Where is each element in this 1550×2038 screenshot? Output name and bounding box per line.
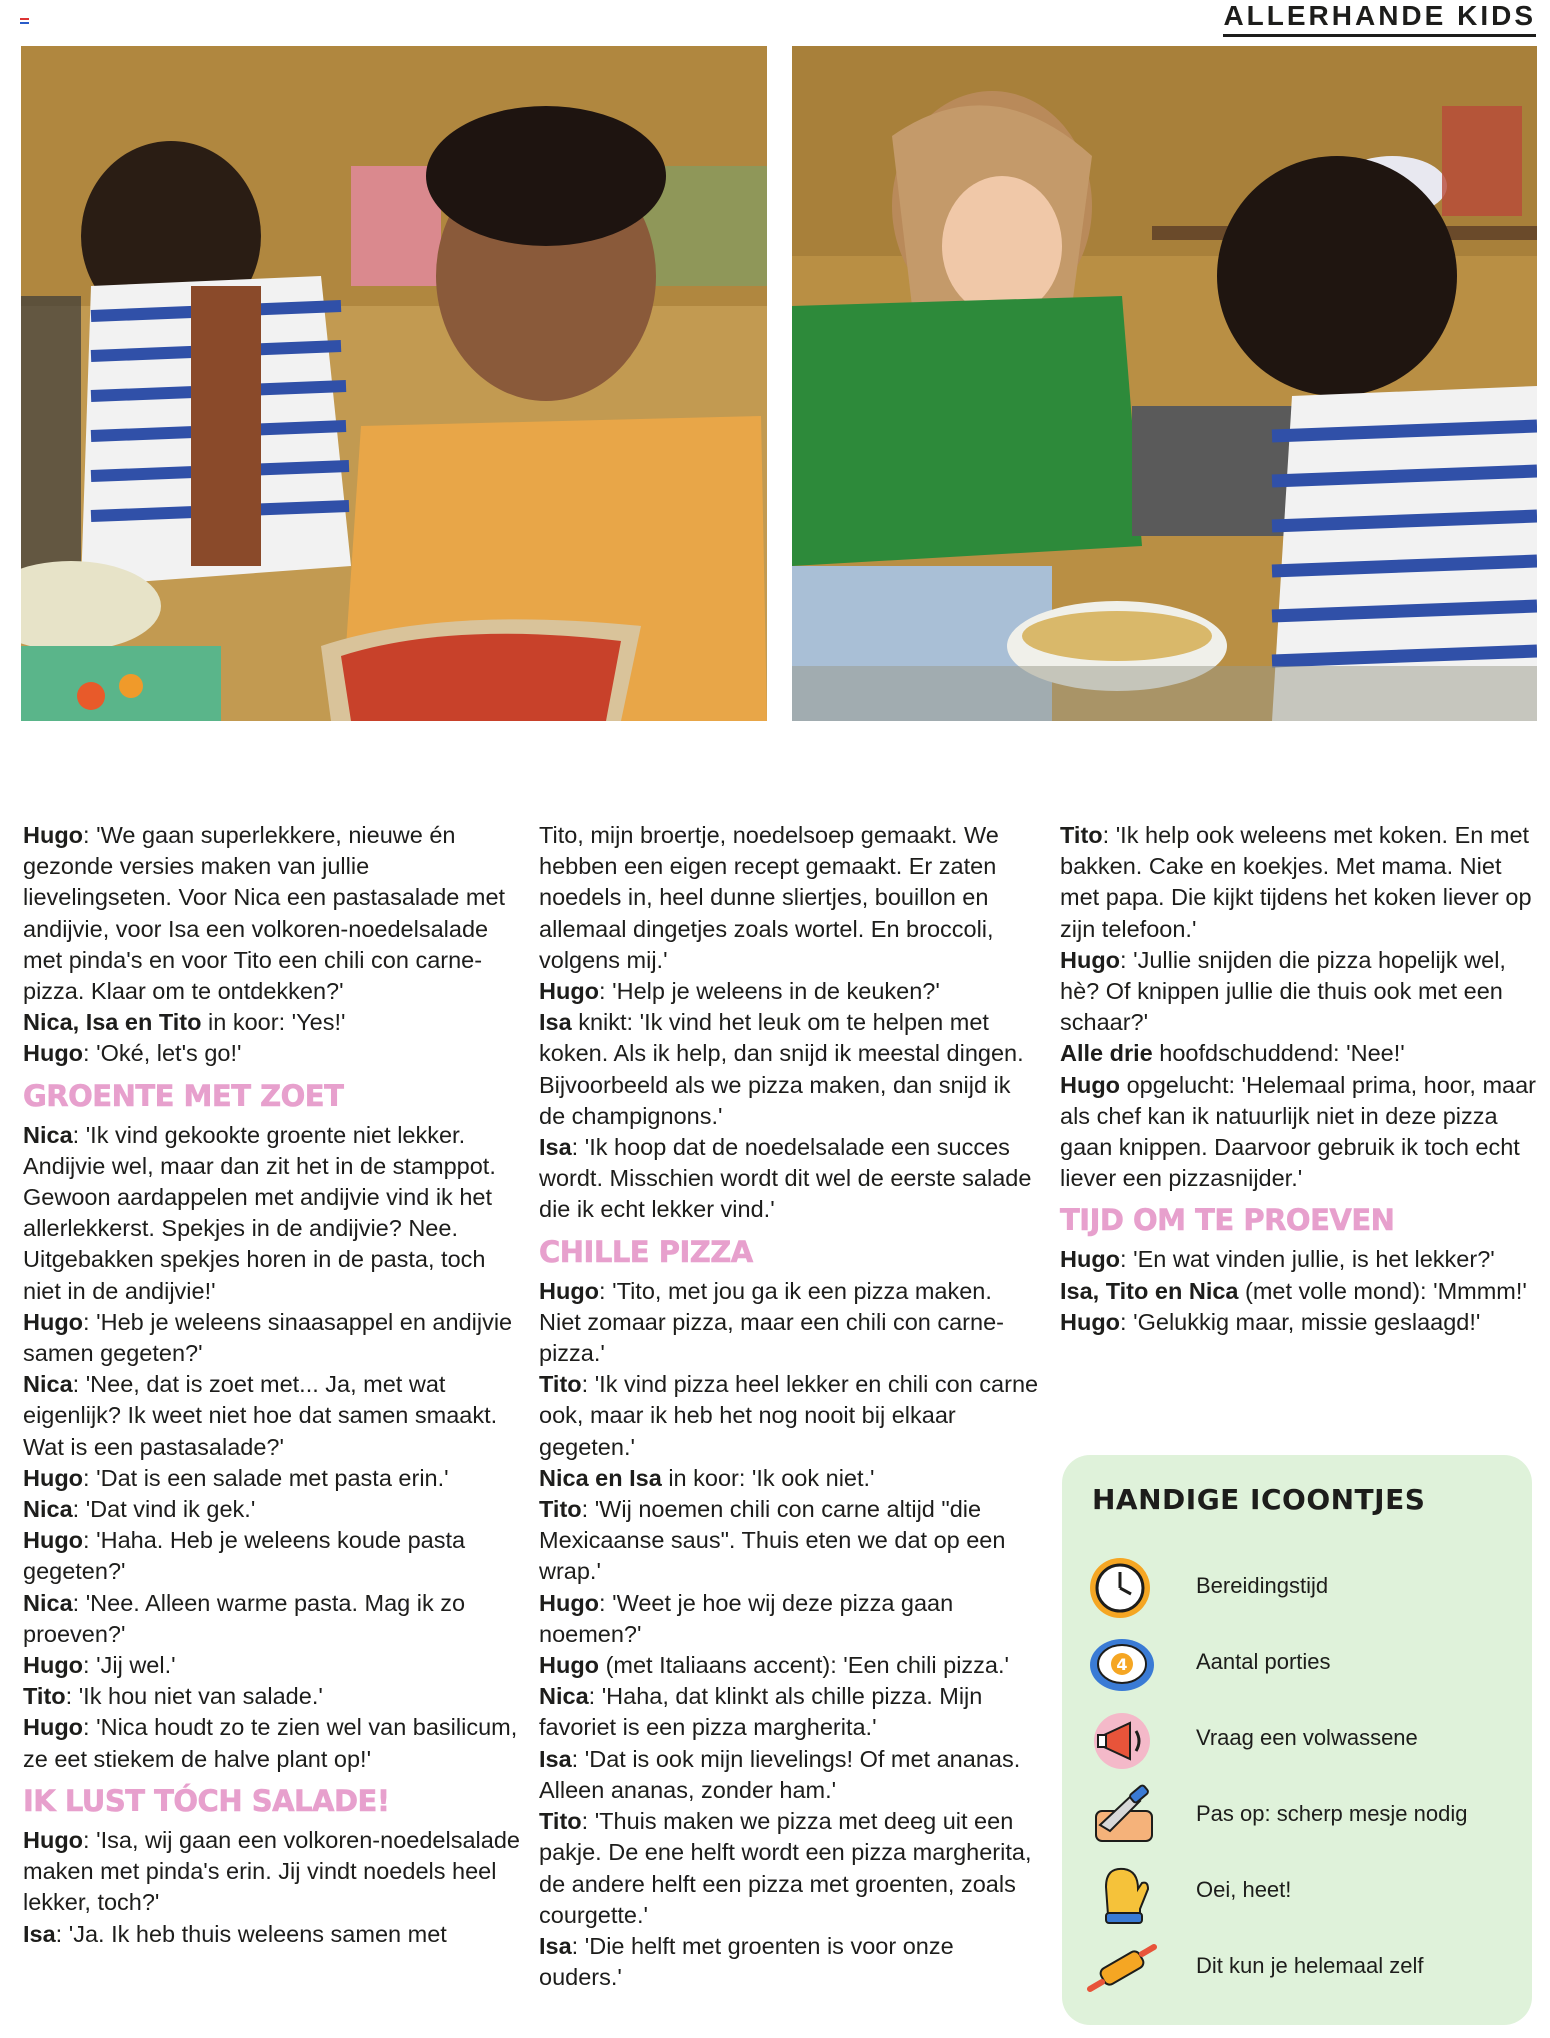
icon-legend-label: Dit kun je helemaal zelf [1196, 1953, 1424, 1978]
dialogue-paragraph: Hugo: 'Haha. Heb je weleens koude pasta gegeten?' [23, 1527, 466, 1585]
icon-legend-item [1086, 1553, 1516, 1623]
dialogue-paragraph: Isa: 'Dat is ook mijn lievelings! Of met ananas. Alleen ananas, zonder ham.' [539, 1745, 1021, 1803]
dialogue-paragraph: Isa: 'Ik hoop dat de noedelsalade een succes wordt. Misschien wordt dit wel de eerste salade die ik echt lekker vind.' [539, 1134, 1032, 1223]
dialogue-paragraph: Hugo: 'We gaan superlekkere, nieuwe én gezonde versies maken van jullie lievelingseten. Voor Nica een pastasalade met andijvie, voor Isa een volkoren-noedelsalade met pinda's en voor Tito een chili con carne-pizza. Klaar om te ontdekken?' [23, 822, 506, 1005]
megaphone-icon [1086, 1705, 1158, 1775]
photo-kids-salad [792, 46, 1537, 721]
dialogue-paragraph: Nica: 'Ik vind gekookte groente niet lekker. Andijvie wel, maar dan zit het in de stamppot. Gewoon aardappelen met andijvie vind ik het allerlekkerst. Spekjes in de andijvie? Nee. Uitgebakken spekjes horen in de pasta, toch niet in de andijvie!' [23, 1121, 496, 1304]
dialogue-paragraph: Nica: 'Haha, dat klinkt als chille pizza. Mijn favoriet is een pizza margherita.' [539, 1683, 983, 1741]
dialogue-paragraph: Hugo: 'Dat is een salade met pasta erin.' [23, 1464, 449, 1491]
dialogue-paragraph: Hugo (met Italiaans accent): 'Een chili pizza.' [539, 1652, 1010, 1679]
dialogue-paragraph: Hugo: 'Heb je weleens sinaasappel en andijvie samen gegeten?' [23, 1308, 513, 1367]
dialogue-paragraph: Hugo: 'Isa, wij gaan een volkoren-noedelsalade maken met pinda's erin. Jij vindt noedels heel lekker, toch?' [23, 1826, 520, 1916]
dialogue-paragraph: Tito: 'Wij noemen chili con carne altijd "die Mexicaanse saus". Thuis eten we dat op een wrap.' [539, 1496, 1006, 1585]
icon-legend-label: Bereidingstijd [1196, 1573, 1329, 1598]
article-column-1 [23, 820, 523, 1950]
icon-legend-title: HANDIGE ICOONTJES [1092, 1483, 1426, 1516]
plate-portions-icon [1086, 1629, 1158, 1699]
dialogue-paragraph: Nica: 'Nee, dat is zoet met... Ja, met wat eigenlijk? Ik weet niet hoe dat samen smaakt. Wat is een pastasalade?' [23, 1371, 498, 1460]
section-heading: IK LUST TÓCH SALADE! [23, 1783, 390, 1818]
dialogue-paragraph: Isa: 'Die helft met groenten is voor onze ouders.' [539, 1932, 954, 1991]
dialogue-paragraph: Hugo: 'Weet je hoe wij deze pizza gaan noemen?' [539, 1589, 954, 1647]
dialogue-paragraph: Hugo: 'Oké, let's go!' [23, 1040, 242, 1067]
dialogue-paragraph: Alle drie hoofdschuddend: 'Nee!' [1060, 1040, 1405, 1067]
dialogue-paragraph: Hugo: 'Gelukkig maar, missie geslaagd!' [1060, 1308, 1481, 1335]
dialogue-paragraph: Tito, mijn broertje, noedelsoep gemaakt. We hebben een eigen recept gemaakt. Er zaten noedels in, heel dunne sliertjes, bouillon en allemaal dingetjes zoals wortel. En broccoli, volgens mij.' [539, 822, 999, 973]
dialogue-paragraph: Hugo: 'Jullie snijden die pizza hopelijk wel, hè? Of knippen jullie die thuis ook met een schaar?' [1060, 946, 1506, 1036]
dialogue-paragraph: Nica, Isa en Tito in koor: 'Yes!' [23, 1009, 346, 1036]
icon-legend-label: Oei, heet! [1196, 1877, 1292, 1902]
article-column-3 [1060, 820, 1540, 1338]
magazine-brand: ALLERHANDE KIDS [1223, 0, 1536, 37]
dialogue-paragraph: Nica en Isa in koor: 'Ik ook niet.' [539, 1464, 875, 1491]
dialogue-paragraph: Hugo: 'Tito, met jou ga ik een pizza maken. Niet zomaar pizza, maar een chili con carne-pizza.' [539, 1277, 1004, 1367]
section-heading: TIJD OM TE PROEVEN [1060, 1203, 1395, 1238]
icon-legend-item [1086, 1933, 1516, 2003]
dialogue-paragraph: Nica: 'Dat vind ik gek.' [23, 1496, 256, 1523]
dialogue-paragraph: Hugo: 'Jij wel.' [23, 1652, 176, 1679]
dialogue-paragraph: Isa: 'Ja. Ik heb thuis weleens samen met [23, 1920, 447, 1947]
dialogue-paragraph: Nica: 'Nee. Alleen warme pasta. Mag ik zo proeven?' [23, 1589, 466, 1647]
dialogue-paragraph: Isa, Tito en Nica (met volle mond): 'Mmmm!' [1060, 1277, 1527, 1304]
portion-count: 4 [1116, 1655, 1128, 1674]
dialogue-paragraph: Isa knikt: 'Ik vind het leuk om te helpen met koken. Als ik help, dan snijd ik meestal dingen. Bijvoorbeeld als we pizza maken, dan snijd ik de champignons.' [539, 1009, 1024, 1129]
icon-legend-item [1086, 1705, 1516, 1775]
dialogue-paragraph: Tito: 'Thuis maken we pizza met deeg uit een pakje. De ene helft wordt een pizza margherita, de andere helft een pizza met groenten, zoals courgette.' [539, 1808, 1032, 1928]
icon-legend-label: Vraag een volwassene [1196, 1725, 1418, 1750]
photo-kids-pizza [21, 46, 767, 721]
section-heading: CHILLE PIZZA [539, 1234, 753, 1269]
dialogue-paragraph: Hugo: 'Help je weleens in de keuken?' [539, 978, 940, 1005]
dialogue-paragraph: Tito: 'Ik help ook weleens met koken. En met bakken. Cake en koekjes. Met mama. Niet met papa. Die kijkt tijdens het koken liever op zijn telefoon.' [1060, 822, 1532, 942]
dialogue-paragraph: Hugo opgelucht: 'Helemaal prima, hoor, maar als chef kan ik natuurlijk niet in deze pizza gaan knippen. Daarvoor gebruik ik toch echt liever een pizzasnijder.' [1060, 1071, 1536, 1192]
icon-legend-label: Pas op: scherp mesje nodig [1196, 1801, 1468, 1826]
icon-legend-label: Aantal porties [1196, 1649, 1331, 1674]
icon-legend-item [1086, 1781, 1516, 1851]
knife-icon [1086, 1781, 1158, 1851]
dialogue-paragraph: Hugo: 'Nica houdt zo te zien wel van basilicum, ze eet stiekem de halve plant op!' [23, 1714, 518, 1772]
dialogue-paragraph: Tito: 'Ik vind pizza heel lekker en chili con carne ook, maar ik heb het nog nooit bij elkaar gegeten.' [539, 1371, 1039, 1460]
clock-icon [1086, 1553, 1158, 1623]
section-heading: GROENTE MET ZOET [23, 1078, 344, 1113]
flag-mark [20, 18, 29, 24]
icon-legend-item [1086, 1857, 1516, 1927]
icon-legend-item [1086, 1629, 1516, 1699]
oven-mitt-icon [1086, 1857, 1158, 1927]
rolling-pin-icon [1086, 1933, 1158, 2003]
dialogue-paragraph: Tito: 'Ik hou niet van salade.' [23, 1683, 323, 1710]
icon-legend-box [1062, 1455, 1532, 2025]
article-column-2 [539, 820, 1039, 1993]
dialogue-paragraph: Hugo: 'En wat vinden jullie, is het lekker?' [1060, 1246, 1495, 1273]
